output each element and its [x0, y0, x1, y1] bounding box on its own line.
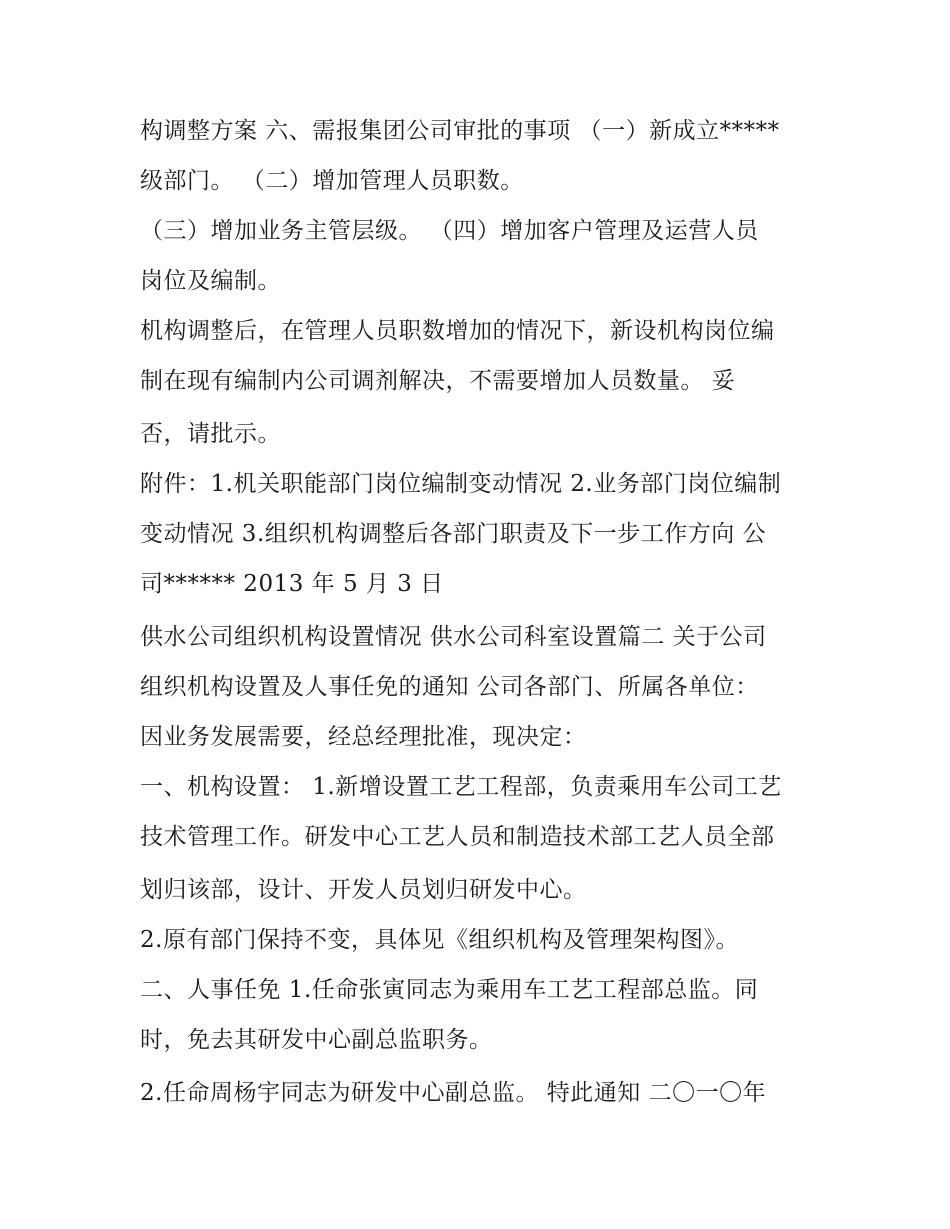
text-line: 附件：1.机关职能部门岗位编制变动情况 2.业务部门岗位编制	[140, 471, 782, 497]
text-line: 构调整方案 六、需报集团公司审批的事项 （一）新成立*****	[140, 118, 780, 144]
text-line: 变动情况 3.组织机构调整后各部门职责及下一步工作方向 公	[140, 521, 767, 547]
text-line: 供水公司组织机构设置情况 供水公司科室设置篇二 关于公司	[140, 624, 767, 650]
text-line: 因业务发展需要，经总经理批准，现决定：	[140, 724, 587, 750]
text-line: 制在现有编制内公司调剂解决，不需要增加人员数量。 妥	[140, 368, 736, 394]
text-line: 技术管理工作。研发中心工艺人员和制造技术部工艺人员全部	[140, 824, 775, 850]
text-line: （三）增加业务主管层级。 （四）增加客户管理及运营人员	[140, 218, 759, 244]
text-line: 2.任命周杨宇同志为研发中心副总监。 特此通知 二〇一〇年	[140, 1080, 767, 1106]
text-line: 否，请批示。	[140, 421, 281, 447]
text-line: 2.原有部门保持不变，具体见《组织机构及管理架构图》。	[140, 927, 739, 953]
text-line: 划归该部，设计、开发人员划归研发中心。	[140, 877, 587, 903]
text-line: 一、机构设置： 1.新增设置工艺工程部，负责乘用车公司工艺	[140, 774, 782, 800]
text-line: 组织机构设置及人事任免的通知 公司各部门、所属各单位：	[140, 674, 759, 700]
text-line: 司****** 2013 年 5 月 3 日	[140, 571, 444, 597]
text-line: 时，免去其研发中心副总监职务。	[140, 1027, 493, 1053]
text-line: 二、人事任免 1.任命张寅同志为乘用车工艺工程部总监。同	[140, 977, 759, 1003]
text-line: 机构调整后，在管理人员职数增加的情况下，新设机构岗位编	[140, 318, 775, 344]
text-line: 岗位及编制。	[140, 268, 281, 294]
text-line: 级部门。 （二）增加管理人员职数。	[140, 168, 524, 194]
